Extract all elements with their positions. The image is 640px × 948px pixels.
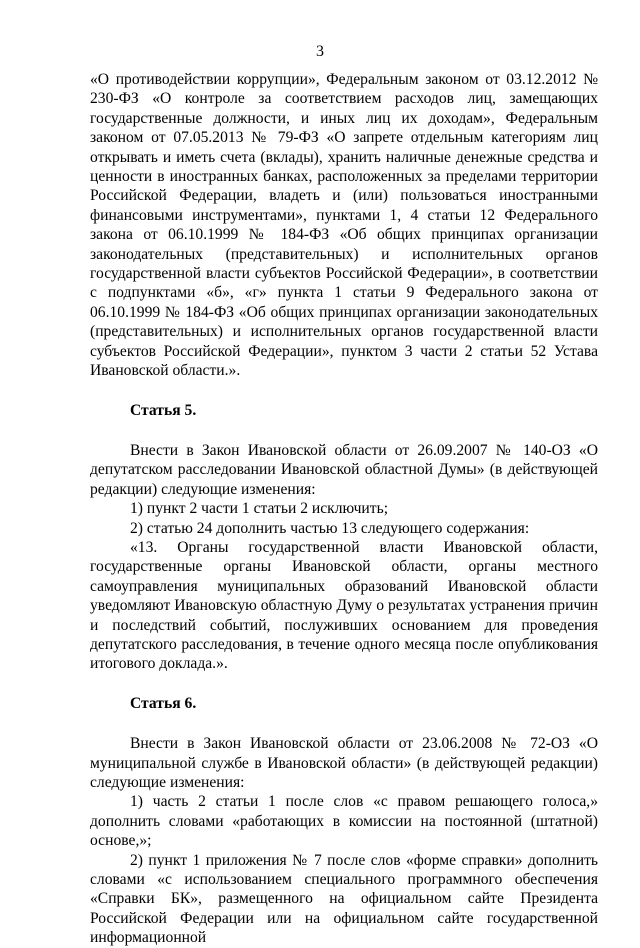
article-5-quoted-part: «13. Органы государственной власти Ивановской области, государственные органы Ивановской области, органы местного самоуправления муниципальных образований Ивановской области уведомляют Ивановскую областную Думу о результатах устранения причин и последствий событий, послуживших основанием для проведения депутатского расследования, в течение одного месяца после опубликования итогового доклада.». bbox=[90, 538, 598, 673]
article-5-heading: Статья 5. bbox=[130, 401, 197, 419]
continuation-paragraph: «О противодействии коррупции», Федеральным законом от 03.12.2012 № 230-ФЗ «О контроле за соответствием расходов лиц, замещающих государственные должности, и иных лиц их доходам», Федеральным законом от 07.05.2013 № 79-ФЗ «О запрете отдельным категориям лиц открывать и иметь счета (вклады), хранить наличные денежные средства и ценности в иностранных банках, расположенных за пределами территории Российской Федерации, владеть и (или) пользоваться иностранными финансовыми инструментами», пунктами 1, 4 статьи 12 Федерального закона от 06.10.1999 № 184-ФЗ «Об общих принципах организации законодательных (представительных) и исполнительных органов государственной власти субъектов Российской Федерации», в соответствии с подпунктами «б», «г» пункта 1 статьи 9 Федерального закона от 06.10.1999 № 184-ФЗ «Об общих принципах организации законодательных (представительных) и исполнительных органов государственной власти субъектов Российской Федерации», пунктом 3 части 2 статьи 52 Устава Ивановской области.». bbox=[90, 71, 598, 380]
page-number: 3 bbox=[316, 43, 324, 60]
spacer bbox=[90, 674, 598, 694]
spacer bbox=[90, 381, 598, 401]
spacer bbox=[90, 713, 598, 734]
article-5-item-1: 1) пункт 2 части 1 статьи 2 исключить; bbox=[130, 500, 389, 518]
article-5-item-2: 2) статью 24 дополнить частью 13 следующего содержания: bbox=[130, 519, 530, 537]
document-body bbox=[90, 70, 598, 948]
article-5-intro: Внести в Закон Ивановской области от 26.09.2007 № 140-ОЗ «О депутатском расследовании Ивановской областной Думы» (в действующей редакции) следующие изменения: bbox=[90, 441, 598, 498]
article-6-heading: Статья 6. bbox=[130, 694, 197, 712]
article-6-item-1: 1) часть 2 статьи 1 после слов «с правом решающего голоса,» дополнить словами «работающих в комиссии на постоянной (штатной) основе,»; bbox=[90, 793, 598, 850]
article-6-intro: Внести в Закон Ивановской области от 23.06.2008 № 72-ОЗ «О муниципальной службе в Ивановской области» (в действующей редакции) следующие изменения: bbox=[90, 735, 598, 791]
spacer bbox=[90, 420, 598, 441]
article-6-item-2: 2) пункт 1 приложения № 7 после слов «форме справки» дополнить словами «с использованием специального программного обеспечения «Справки БК», размещенного на официальном сайте Президента Российской Федерации или на официальном сайте государственной информационной bbox=[90, 851, 598, 947]
